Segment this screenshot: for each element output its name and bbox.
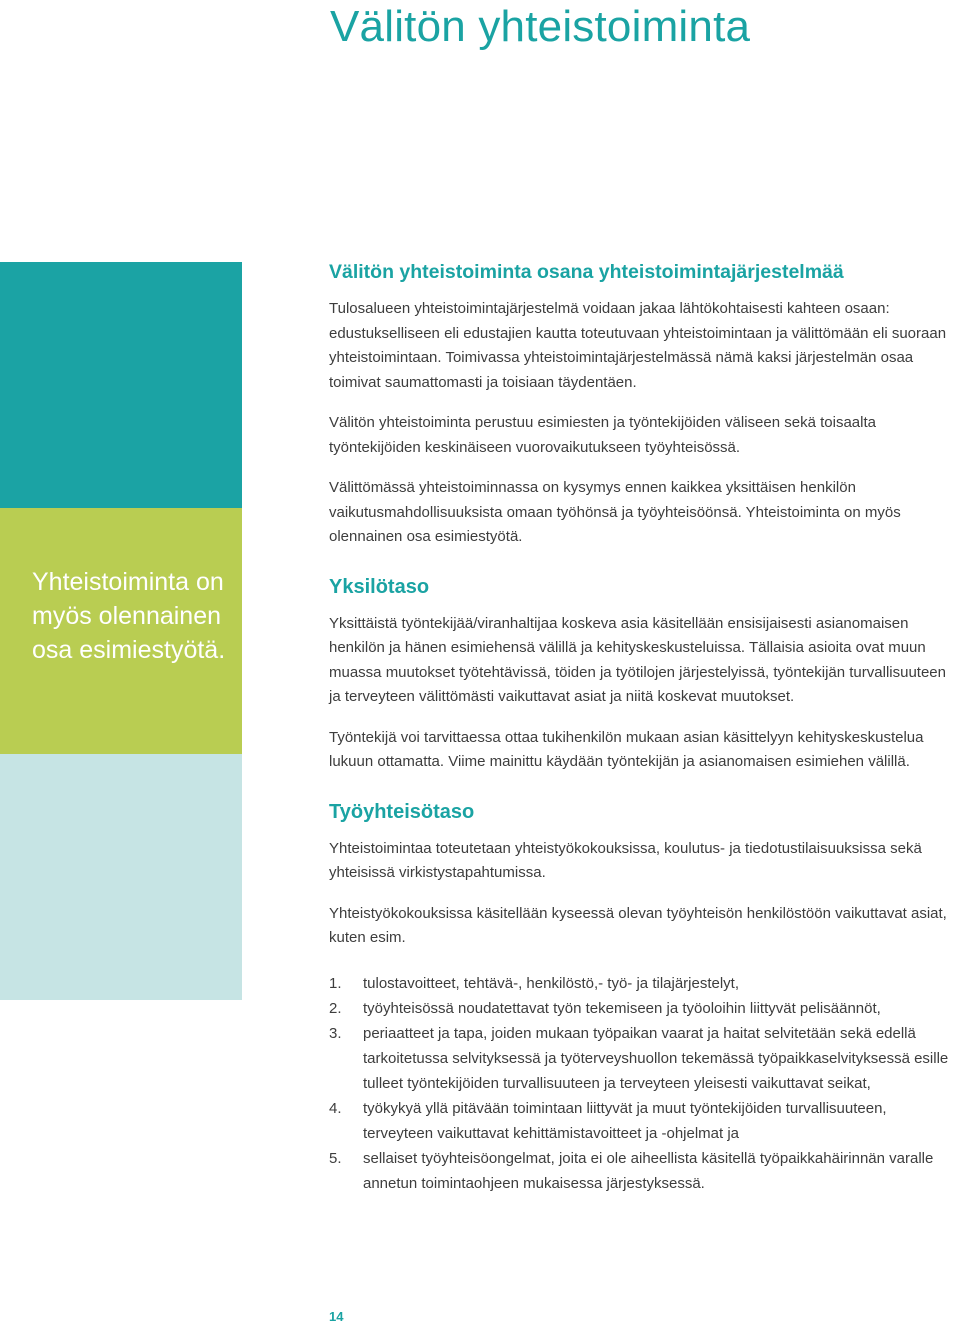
section-heading-main: Välitön yhteistoiminta osana yhteistoimintajärjestelmää [329,261,844,283]
paragraph: Yhteistyökokouksissa käsitellään kyseessä olevan työyhteisön henkilöstöön vaikuttavat asiat, kuten esim. [329,904,947,946]
sidebar-block-teal [0,262,242,508]
list-number: 3. [329,1024,342,1042]
list-number: 2. [329,999,342,1017]
list-number: 4. [329,1099,342,1117]
list-number: 1. [329,974,342,992]
paragraph: Välitön yhteistoiminta perustuu esimiesten ja työntekijöiden väliseen sekä toisaalta työntekijöiden keskinäiseen vuorovaikutukseen työyhteisössä. [329,414,876,456]
list-text: tulostavoitteet, tehtävä-, henkilöstö,- työ- ja tilajärjestelyt, [363,974,740,992]
list-item [329,1021,959,1096]
main-content [329,258,959,1196]
list-text: periaatteet ja tapa, joiden mukaan työpaikan vaarat ja haitat selvitetään sekä edellä tarkoitetussa selvityksessä ja työterveyshuollon tekemässä työpaikkaselvityksessä esille tulleet työntekijöiden turvallisuuteen ja terveyteen yleisesti vaikuttavat seikat, [363,1024,949,1092]
paragraph: Tulosalueen yhteistoimintajärjestelmä voidaan jakaa lähtökohtaisesti kahteen osaan: edustukselliseen eli edustajien kautta toteutuvaan yhteistoimintaan ja välittömään eli suoraan yhteistoimintaan. Toimivassa yhteistoimintajärjestelmässä nämä kaksi järjestelmän osaa toimivat saumattomasti ja toisiaan täydentäen. [329,300,947,391]
section-heading-individual: Yksilötaso [329,575,430,598]
page-number: 14 [329,1309,344,1324]
list-text: työkykyä yllä pitävään toimintaan liittyvät ja muut työntekijöiden turvallisuuteen, terveyteen vaikuttavat kehittämistavoitteet ja -ohjelmat ja [363,1099,887,1142]
list-item [329,1146,959,1196]
sidebar-quote: Yhteistoiminta on myös olennainen osa esimiestyötä. [32,568,226,664]
list-item [329,996,959,1021]
paragraph: Yhteistoimintaa toteutetaan yhteistyökokouksissa, koulutus- ja tiedotustilaisuuksissa sekä yhteisissä virkistystapahtumissa. [329,839,922,881]
list-text: työyhteisössä noudatettavat työn tekemiseen ja työoloihin liittyvät pelisäännöt, [363,999,881,1017]
page-title: Välitön yhteistoiminta [330,2,751,51]
agenda-list [329,971,959,1196]
list-text: sellaiset työyhteisöongelmat, joita ei ole aiheellista käsitellä työpaikkahäirinnän varalle annetun toimintaohjeen mukaisessa järjestyksessä. [363,1149,934,1192]
list-item [329,971,959,996]
paragraph: Välittömässä yhteistoiminnassa on kysymys ennen kaikkea yksittäisen henkilön vaikutusmahdollisuuksista omaan työhönsä ja työyhteisöönsä. Yhteistoiminta on myös olennainen osa esimiestyötä. [329,479,901,545]
section-heading-community: Työyhteisötaso [329,800,475,823]
paragraph: Työntekijä voi tarvittaessa ottaa tukihenkilön mukaan asian käsittelyyn kehityskeskustelua lukuun ottamatta. Viime mainittu käydään työntekijän ja asianomaisen esimiehen välillä. [329,728,924,770]
list-number: 5. [329,1149,342,1167]
sidebar-block-light [0,754,242,1000]
paragraph: Yksittäistä työntekijää/viranhaltijaa koskeva asia käsitellään ensisijaisesti asianomaisen henkilön ja hänen esimiehensä välillä ja kehityskeskusteluissa. Tällaisia asioita ovat muun muassa muutokset työtehtävissä, töiden ja työtilojen järjestelyissä, työntekijän turvallisuuteen ja terveyteen välittömästi vaikuttavat asiat ja niitä koskevat muutokset. [329,614,946,705]
list-item [329,1096,959,1146]
